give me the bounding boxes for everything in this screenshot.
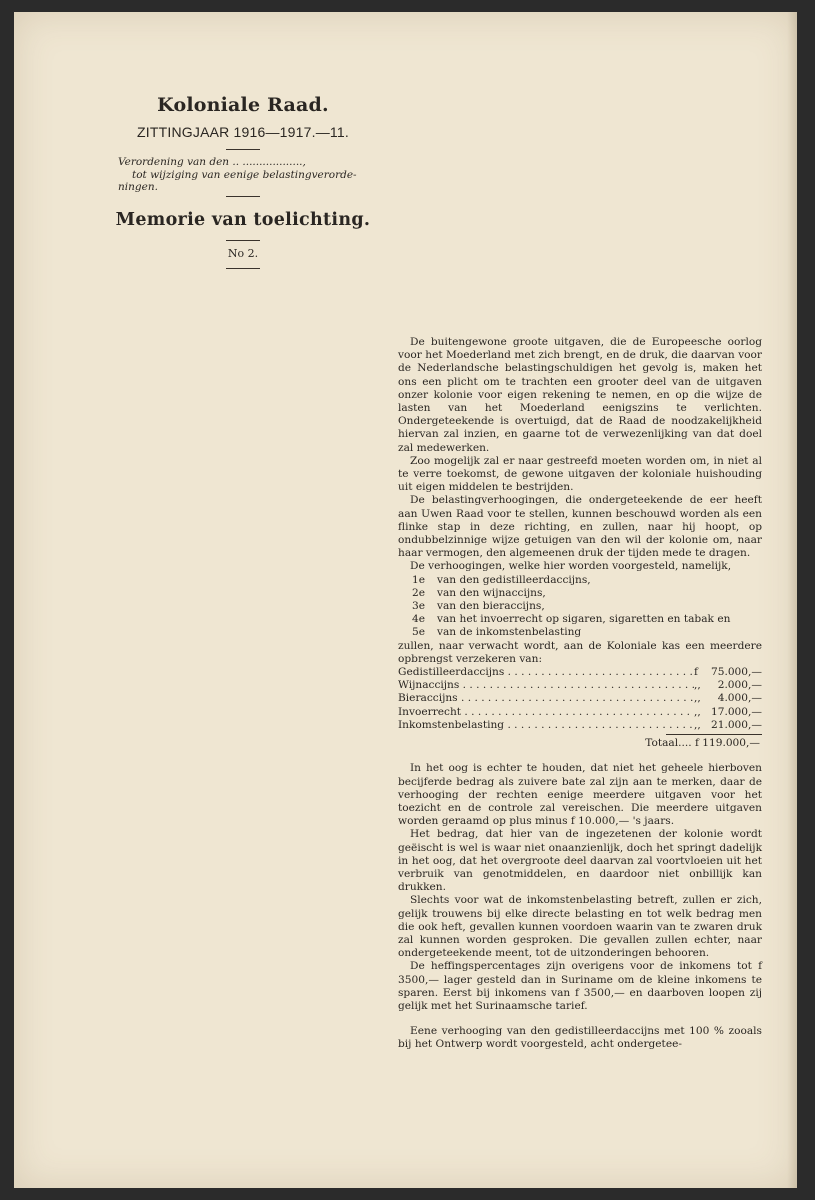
revenue-label: Bieraccijns . . .	[398, 692, 694, 705]
memorie-body	[398, 336, 762, 1052]
paragraph: De belastingverhoogingen, die ondergeteekende de eer heeft aan Uwen Raad voor te stellen, kunnen beschouwd worden als een flinke stap in deze richting, en zullen, naar hij hoopt, op ondubbelzinnige wijze getuigen van den wil der kolonie om, naar haar vermogen, den algemeenen druk der tijden mede te dragen.	[398, 494, 762, 560]
item-text: van de inkomstenbelasting	[437, 626, 582, 639]
item-text: van den gedistilleerdaccijns,	[437, 573, 591, 586]
ordinance-caption	[118, 156, 370, 194]
item-number: 5e	[412, 626, 426, 639]
paragraph: De buitengewone groote uitgaven, die de Europeesche oorlog voor het Moederland met zich brengt, en de druk, die daarvan voor de Nederlandsche belastingschuldigen het gevolg is, maken het ons een plicht om te trachten een grooter deel van de uitgaven onzer kolonie voor eigen rekening te nemen, en op die wijze de lasten van het Moederland eenigszins te verlichten. Ondergeteekende is overtuigd, dat de Raad de noodzakelijkheid hiervan zal inzien, en gaarne tot de verwezenlijking van dat doel zal medewerken.	[398, 336, 762, 454]
ordinance-line: Verordening van den .. ..................,	[118, 156, 306, 168]
divider	[226, 149, 260, 150]
revenue-amount: 2.000,—	[717, 679, 762, 692]
list-item	[412, 587, 762, 600]
session-year: ZITTINGJAAR 1916—1917.—11.	[137, 124, 349, 140]
list-item	[412, 574, 762, 587]
item-text: van het invoerrecht op sigaren, sigaretten en tabak en	[437, 613, 731, 626]
list-item	[412, 626, 762, 639]
divider	[226, 196, 260, 197]
divider	[226, 240, 260, 241]
revenue-table	[398, 666, 762, 750]
revenue-currency: ,,	[694, 705, 701, 718]
memorie-heading: Memorie van toelichting.	[115, 210, 371, 230]
item-text: van den bieraccijns,	[437, 600, 545, 613]
revenue-total: Totaal.... f 119.000,—	[645, 737, 760, 750]
ordinance-line: tot wijziging van eenige belastingverorde-	[132, 168, 357, 181]
table-row	[398, 719, 762, 732]
page-edge-shadow	[787, 12, 797, 1188]
item-number: 3e	[412, 600, 426, 613]
item-number: 2e	[412, 586, 426, 599]
item-number: 4e	[412, 613, 426, 626]
revenue-label: Wijnaccijns . . .	[398, 679, 694, 692]
paragraph: De verhoogingen, welke hier worden voorgesteld, namelijk,	[410, 560, 732, 573]
sum-rule	[666, 734, 762, 735]
revenue-amount: 4.000,—	[717, 692, 762, 705]
increase-list	[398, 574, 762, 640]
revenue-currency: ,,	[694, 679, 701, 692]
ordinance-line: ningen.	[118, 181, 158, 193]
list-item	[412, 600, 762, 613]
divider	[226, 268, 260, 269]
paragraph: In het oog is echter te houden, dat niet het geheele hierboven becijferde bedrag als zuivere bate zal zijn aan te merken, daar de verhooging der rechten eenige meerdere uitgaven voor het toezicht en de controle zal vereischen. Die meerdere uitgaven worden geraamd op plus minus f 10.000,— 's jaars.	[398, 762, 762, 828]
revenue-label: Inkomstenbelasting . . .	[398, 719, 694, 732]
paragraph: Eene verhooging van den gedistilleerdaccijns met 100 % zooals bij het Ontwerp wordt voorgesteld, acht ondergetee-	[398, 1025, 762, 1051]
document-title: Koloniale Raad.	[157, 94, 329, 116]
paragraph: zullen, naar verwacht wordt, aan de Koloniale kas een meerdere opbrengst verzekeren van:	[398, 639, 762, 665]
memorie-number: No 2.	[227, 247, 259, 260]
paragraph: Slechts voor wat de inkomstenbelasting betreft, zullen er zich, gelijk trouwens bij elke directe belasting en tot welk bedrag men die ook heft, gevallen kunnen voordoen waarin van te zwaren druk zal kunnen worden gesproken. Die gevallen zullen echter, naar ondergeteekende meent, tot de uitzonderingen behooren.	[398, 894, 762, 960]
revenue-amount: 21.000,—	[710, 718, 762, 731]
revenue-currency: f	[694, 666, 698, 679]
table-row	[398, 666, 762, 679]
paragraph: Het bedrag, dat hier van de ingezetenen der kolonie wordt geëischt is wel is waar niet onaanzienlijk, doch het springt dadelijk in het oog, dat het overgroote deel daarvan zal voortvloeien uit het verbruik van genotmiddelen, en daardoor niet onbillijk kan drukken.	[398, 828, 762, 894]
list-item	[412, 613, 762, 626]
revenue-currency: ,,	[694, 718, 701, 731]
revenue-amount: 75.000,—	[710, 666, 762, 679]
table-row	[398, 692, 762, 705]
revenue-label: Invoerrecht . . .	[398, 706, 694, 719]
revenue-currency: ,,	[694, 692, 701, 705]
revenue-amount: 17.000,—	[710, 705, 762, 718]
revenue-label: Gedistilleerdaccijns . . .	[398, 666, 694, 679]
table-row	[398, 706, 762, 719]
item-text: van den wijnaccijns,	[437, 586, 546, 599]
item-number: 1e	[412, 573, 426, 586]
paragraph: De heffingspercentages zijn overigens voor de inkomens tot f 3500,— lager gesteld dan in Suriname om de kleine inkomens te sparen. Eerst bij inkomens van f 3500,— en daarboven loopen zij gelijk met het Surinaamsche tarief.	[398, 960, 762, 1012]
paragraph: Zoo mogelijk zal er naar gestreefd moeten worden om, in niet al te verre toekomst, de gewone uitgaven der koloniale huishouding uit eigen middelen te bestrijden.	[398, 454, 762, 494]
table-row	[398, 679, 762, 692]
